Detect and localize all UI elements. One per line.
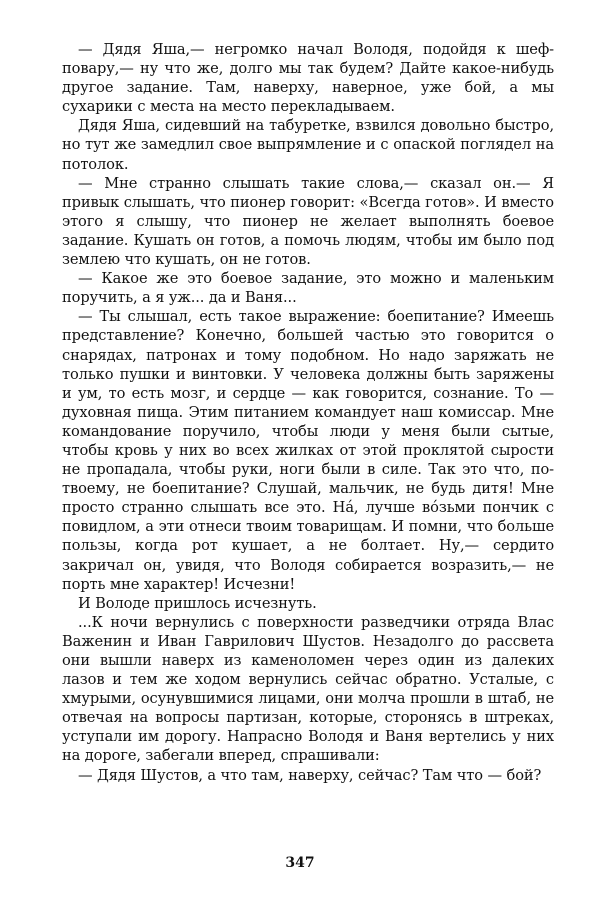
paragraph: — Мне странно слышать такие слова,— сказал он.— Я привык слышать, что пионер говорит: «Всегда готов». И вместо этого я слышу, что пионер не желает выполнять боевое задание. Кушать он готов, а помочь людям, чтобы им было под землею что кушать, он не готов. <box>62 174 554 269</box>
body-text <box>62 40 554 785</box>
paragraph: И Володе пришлось исчезнуть. <box>78 594 317 612</box>
paragraph: — Ты слышал, есть такое выражение: боепитание? Имеешь представление? Конечно, большей частью это говорится о снарядах, патронах и тому подобном. Но надо заряжать не только пушки и винтовки. У человека должны быть заряжены и ум, то есть мозг, и сердце — как говорится, сознание. То — духовная пища. Этим питанием командует наш комиссар. Мне командование поручило, чтобы люди у меня были сытые, чтобы кровь у них во всех жилках от этой проклятой сырости не пропадала, чтобы руки, ноги были в силе. Так это что, по-твоему, не боепитание? Слушай, мальчик, не будь дитя! Мне просто странно слышать все это. Нá, лучше вóзьми пончик с повидлом, а эти отнеси твоим товарищам. И помни, что больше пользы, когда рот кушает, а не болтает. Ну,— сердито закричал он, увидя, что Володя собирается возразить,— не порть мне характер! Исчезни! <box>62 308 554 593</box>
page-number: 347 <box>285 855 315 871</box>
paragraph: — Дядя Шустов, а что там, наверху, сейчас? Там что — бой? <box>78 766 542 784</box>
paragraph: ...К ночи вернулись с поверхности разведчики отряда Влас Важенин и Иван Гаврилович Шустов. Незадолго до рассвета они вышли наверх из каменоломен через один из далеких лазов и тем же ходом вернулись сейчас обратно. Усталые, с хмурыми, осунувшимися лицами, они молча прошли в штаб, не отвечая на вопросы партизан, которые, сторонясь в штреках, уступали им дорогу. Напрасно Володя и Ваня вертелись у них на дороге, забегали вперед, спрашивали: <box>62 613 554 765</box>
paragraph: — Какое же это боевое задание, это можно и маленьким поручить, а я уж... да и Ваня... <box>62 270 554 307</box>
paragraph: Дядя Яша, сидевший на табуретке, взвился довольно быстро, но тут же замедлил свое выпрямление и с опаской поглядел на потолок. <box>62 117 554 173</box>
paragraph: — Дядя Яша,— негромко начал Володя, подойдя к шеф-повару,— ну что же, долго мы так будем? Дайте какое-нибудь другое задание. Там, наверху, наверное, уже бой, а мы сухарики с места на место перекладываем. <box>62 41 554 116</box>
